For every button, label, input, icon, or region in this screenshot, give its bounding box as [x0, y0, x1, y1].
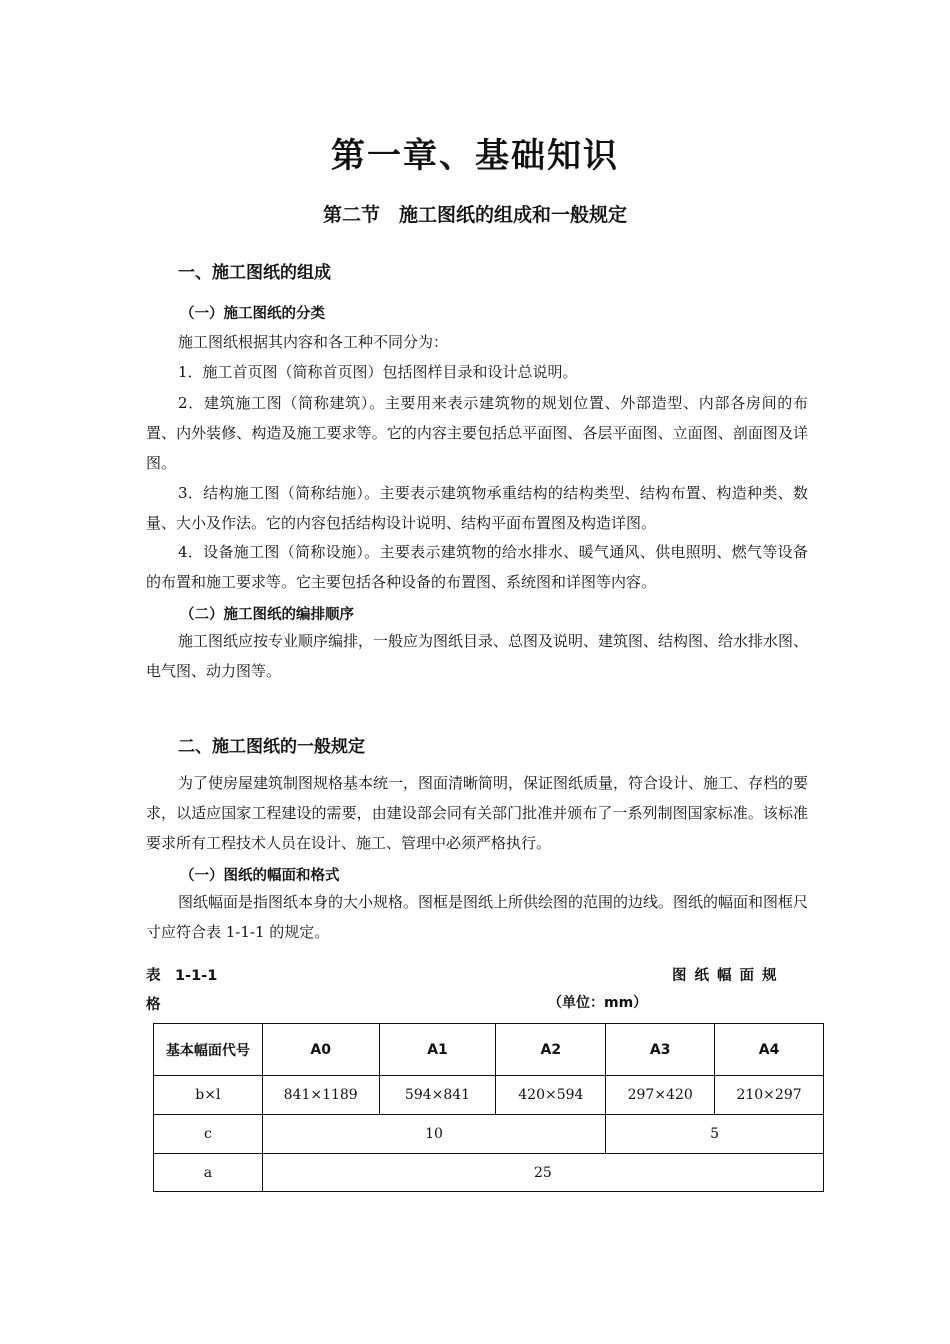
part1-item1: 1．施工首页图（简称首页图）包括图样目录和设计总说明。 [178, 363, 578, 381]
row-label: c [154, 1115, 263, 1154]
part1-sub2-text: 施工图纸应按专业顺序编排，一般应为图纸目录、总图及说明、建筑图、结构图、给水排水图、电气图、动力图等。 [146, 632, 809, 680]
header-cell: A4 [715, 1024, 824, 1076]
table-cell: 25 [262, 1154, 823, 1192]
part2-sub1-heading: （一）图纸的幅面和格式 [180, 868, 340, 884]
header-cell: A0 [262, 1024, 379, 1076]
table-caption-number: 表 1-1-1 [146, 968, 218, 984]
row-label: b×l [154, 1076, 263, 1115]
part1-heading: 一、施工图纸的组成 [178, 263, 331, 283]
part2-intro: 为了使房屋建筑制图规格基本统一，图面清晰简明，保证图纸质量，符合设计、施工、存档的要求，以适应国家工程建设的需要，由建设部会同有关部门批准并颁布了一系列制图国家标准。该标准要求所有工程技术人员在设计、施工、管理中必须严格执行。 [146, 774, 809, 852]
part2-heading: 二、施工图纸的一般规定 [178, 737, 365, 757]
paper-size-table [153, 1023, 824, 1192]
table-unit: （单位：mm） [548, 995, 648, 1011]
header-cell: A3 [606, 1024, 715, 1076]
section-title: 第二节 施工图纸的组成和一般规定 [322, 204, 627, 226]
part1-sub1-heading: （一）施工图纸的分类 [180, 306, 325, 322]
part2-sub1-text: 图纸幅面是指图纸本身的大小规格。图框是图纸上所供绘图的范围的边线。图纸的幅面和图框尺寸应符合表 1-1-1 的规定。 [146, 893, 809, 941]
table-row [154, 1154, 824, 1192]
header-cell: 基本幅面代号 [154, 1024, 263, 1076]
table-cell: 420×594 [496, 1076, 606, 1115]
table-row [154, 1115, 824, 1154]
part1-intro: 施工图纸根据其内容和各工种不同分为： [178, 333, 449, 351]
table-cell: 594×841 [379, 1076, 496, 1115]
table-row [154, 1076, 824, 1115]
row-label: a [154, 1154, 263, 1192]
header-cell: A2 [496, 1024, 606, 1076]
table-caption-title: 图纸幅面规 [672, 968, 785, 984]
part1-item3: 3．结构施工图（简称结施）。主要表示建筑物承重结构的结构类型、结构布置、构造种类、数量、大小及作法。它的内容包括结构设计说明、结构平面布置图及构造详图。 [146, 484, 808, 532]
part1-item4: 4．设备施工图（简称设施）。主要表示建筑物的给水排水、暖气通风、供电照明、燃气等设备的布置和施工要求等。它主要包括各种设备的布置图、系统图和详图等内容。 [146, 543, 808, 591]
table-caption-title-cont: 格 [146, 997, 161, 1013]
part1-sub2-heading: （二）施工图纸的编排顺序 [180, 607, 354, 623]
part1-item2: 2．建筑施工图（简称建筑）。主要用来表示建筑物的规划位置、外部造型、内部各房间的布置、内外装修、构造及施工要求等。它的内容主要包括总平面图、各层平面图、立面图、剖面图及详图。 [146, 394, 808, 472]
table-cell: 841×1189 [262, 1076, 379, 1115]
table-cell: 210×297 [715, 1076, 824, 1115]
table-cell: 5 [606, 1115, 824, 1154]
chapter-title: 第一章、基础知识 [331, 136, 619, 176]
table-header-row [154, 1024, 824, 1076]
table-cell: 10 [262, 1115, 606, 1154]
table-cell: 297×420 [606, 1076, 715, 1115]
header-cell: A1 [379, 1024, 496, 1076]
